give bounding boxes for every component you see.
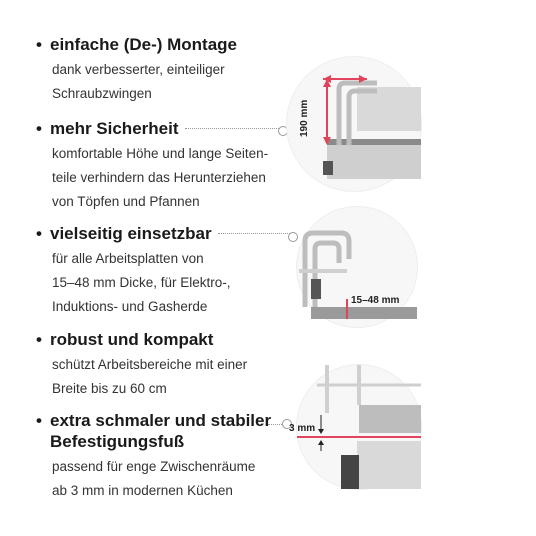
bullet-icon: • [36, 330, 42, 349]
feature-versatile [36, 223, 296, 319]
feature-description [52, 58, 237, 106]
slim-gap-svg [289, 365, 421, 489]
description-line: passend für enge Zwischenräume [52, 459, 256, 474]
feature-title-text: einfache (De-) Montage [50, 35, 238, 54]
dimension-thickness-label: 15–48 mm [351, 295, 400, 306]
feature-title [36, 223, 296, 244]
feature-title-text: vielseitig einsetzbar [50, 224, 212, 243]
feature-safety [36, 118, 283, 214]
feature-title [36, 329, 247, 350]
description-line: komfortable Höhe und lange Seiten- [52, 146, 269, 161]
feature-title-text: extra schmaler und stabiler Befestigungsfuß [50, 411, 272, 451]
leader-line [218, 233, 296, 234]
feature-description [52, 247, 296, 319]
feature-title-text: mehr Sicherheit [50, 119, 179, 138]
description-line: schützt Arbeitsbereiche mit einer [52, 357, 248, 372]
illustration-guard-height [286, 56, 422, 192]
feature-title [36, 34, 237, 55]
description-line: 15–48 mm Dicke, für Elektro-, [52, 275, 231, 290]
feature-easy-mounting [36, 34, 237, 106]
description-line: teile verhindern das Herunterziehen [52, 170, 266, 185]
guard-height-svg [287, 57, 421, 191]
feature-description [52, 142, 283, 214]
dimension-gap-label: 3 mm [289, 423, 316, 434]
bullet-icon: • [36, 224, 42, 243]
feature-robust [36, 329, 247, 401]
leader-line [185, 128, 283, 129]
description-line: für alle Arbeitsplatten von [52, 251, 204, 266]
description-line: Induktions- und Gasherde [52, 299, 208, 314]
feature-title [36, 410, 271, 452]
bullet-icon: • [36, 35, 42, 54]
description-line: Breite bis zu 60 cm [52, 381, 167, 396]
feature-description [52, 353, 247, 401]
description-line: von Töpfen und Pfannen [52, 194, 200, 209]
bullet-icon: • [36, 119, 42, 138]
dimension-height-label: 190 mm [299, 99, 310, 137]
countertop-svg [297, 207, 417, 327]
description-line: Schraubzwingen [52, 86, 152, 101]
feature-description [52, 455, 271, 503]
description-line: ab 3 mm in modernen Küchen [52, 483, 233, 498]
bullet-icon: • [36, 411, 42, 430]
description-line: dank verbesserter, einteiliger [52, 62, 225, 77]
feature-slim-foot [36, 410, 271, 503]
illustration-slim-gap [289, 364, 422, 490]
feature-title-text: robust und kompakt [50, 330, 214, 349]
illustration-countertop-thickness [296, 206, 418, 328]
feature-title [36, 118, 283, 139]
